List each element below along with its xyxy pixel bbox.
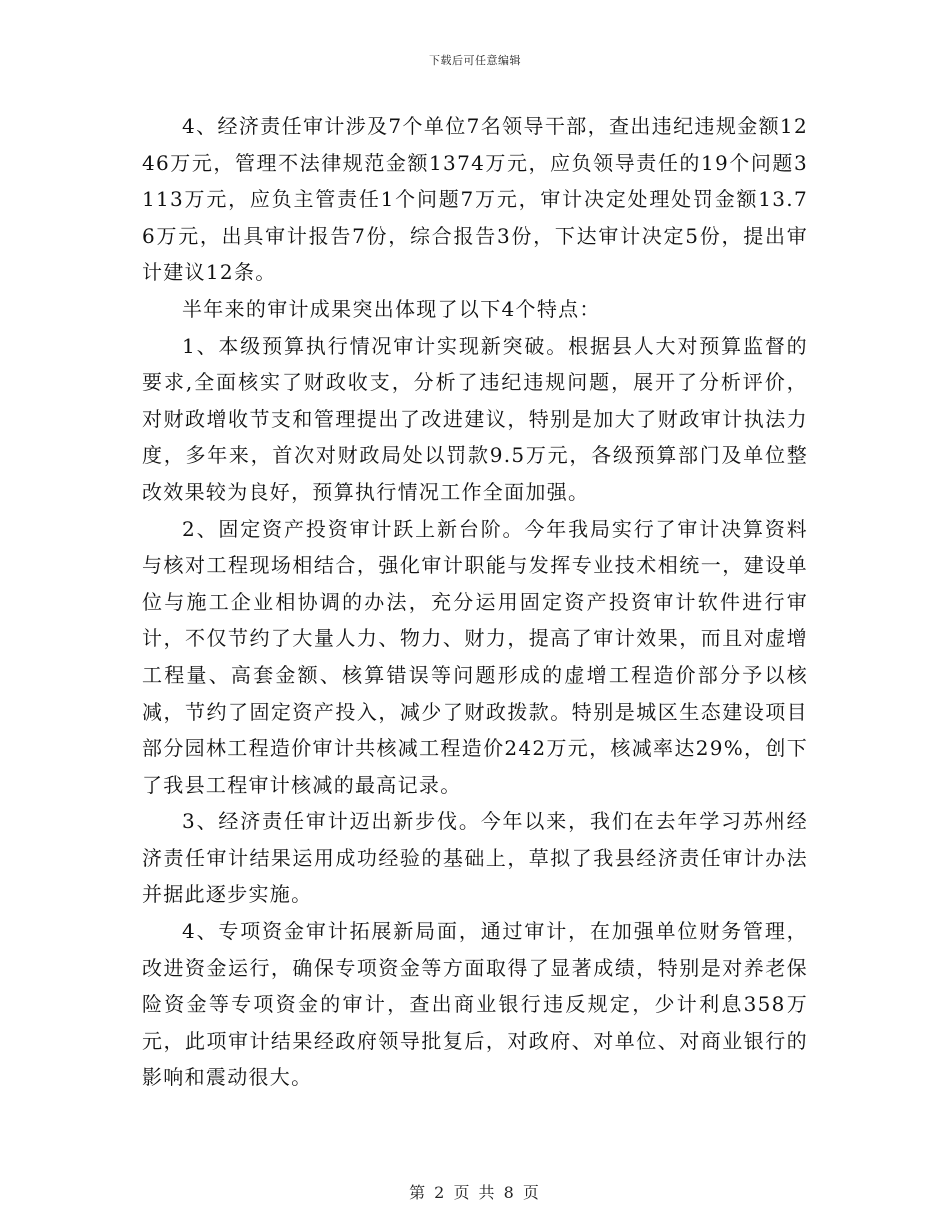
paragraph-features-intro: 半年来的审计成果突出体现了以下4个特点： (182, 296, 601, 321)
document-body (142, 108, 808, 1096)
paragraph-special-fund-audit: 4、专项资金审计拓展新局面，通过审计，在加强单位财务管理，改进资金运行，确保专项资金等方面取得了显著成绩，特别是对养老保险资金等专项资金的审计，查出商业银行违反规定，少计利息358万元，此项审计结果经政府领导批复后，对政府、对单位、对商业银行的影响和震动很大。 (142, 919, 808, 1090)
page-footer: 第 2 页 共 8 页 (409, 1183, 541, 1202)
paragraph-responsibility-audit-progress: 3、经济责任审计迈出新步伐。今年以来，我们在去年学习苏州经济责任审计结果运用成功经验的基础上，草拟了我县经济责任审计办法并据此逐步实施。 (142, 809, 808, 907)
paragraph-economic-responsibility-audit: 4、经济责任审计涉及7个单位7名领导干部，查出违纪违规金额1246万元，管理不法律规范金额1374万元，应负领导责任的19个问题3113万元，应负主管责任1个问题7万元，审计决定处理处罚金额13.76万元，出具审计报告7份，综合报告3份，下达审计决定5份，提出审计建议12条。 (142, 114, 808, 285)
paragraph-fixed-asset-audit: 2、固定资产投资审计跃上新台阶。今年我局实行了审计决算资料与核对工程现场相结合，强化审计职能与发挥专业技术相统一，建设单位与施工企业相协调的办法，充分运用固定资产投资审计软件进行审计，不仅节约了大量人力、物力、财力，提高了审计效果，而且对虚增工程量、高套金额、核算错误等问题形成的虚增工程造价部分予以核减，节约了固定资产投入，减少了财政拨款。特别是城区生态建设项目部分园林工程造价审计共核减工程造价242万元，核减率达29%，创下了我县工程审计核减的最高记录。 (142, 516, 808, 797)
paragraph-budget-audit: 1、本级预算执行情况审计实现新突破。根据县人大对预算监督的要求,全面核实了财政收支，分析了违纪违规问题，展开了分析评价，对财政增收节支和管理提出了改进建议，特别是加大了财政审计执法力度，多年来，首次对财政局处以罚款9.5万元，各级预算部门及单位整改效果较为良好，预算执行情况工作全面加强。 (142, 333, 808, 504)
page-header: 下载后可任意编辑 (429, 54, 521, 67)
